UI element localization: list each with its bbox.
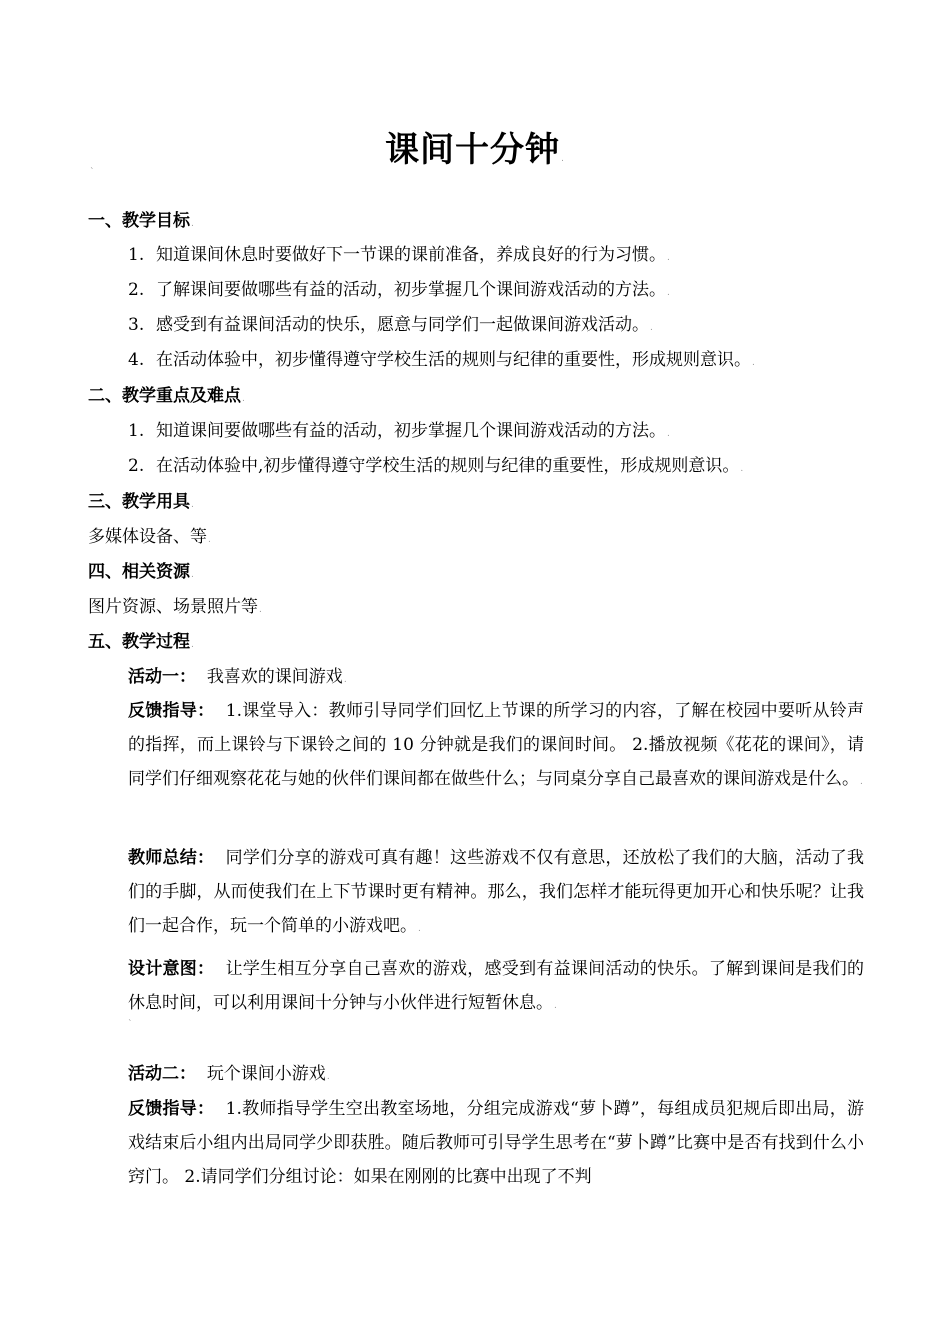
feedback-text: 1.课堂导入：教师引导同学们回忆上节课的所学习的内容，了解在校园中要听从铃声的指挥，而上课铃与下课铃之间的 10 分钟就是我们的课间时间。 2.播放视频《花花的课间》，请同学们仔细观察花花与她的伙伴们课间都在做些什么；与同桌分享自己最喜欢的课间游戏是什么。 — [128, 701, 865, 789]
resources-body — [88, 595, 262, 622]
paragraph-mark: . — [191, 570, 194, 580]
activity-text: 玩个课间小游戏 — [206, 1064, 326, 1084]
activity-one-feedback — [128, 694, 864, 799]
list-item — [128, 419, 670, 446]
tools-body — [88, 525, 211, 552]
section-heading-objectives — [88, 209, 194, 236]
paragraph-mark: ` — [128, 1020, 133, 1030]
item-number: 3. — [128, 315, 145, 335]
feedback-text: 1.教师指导学生空出教室场地，分组完成游戏“萝卜蹲”，每组成员犯规后即出局，游戏结束后小组内出局同学少即获胜。随后教师可引导学生思考在“萝卜蹲”比赛中是否有找到什么小窍门。 2.请同学们分组讨论：如果在刚刚的比赛中出现了不判 — [128, 1099, 865, 1187]
summary-text: 同学们分享的游戏可真有趣！这些游戏不仅有意思，还放松了我们的大脑，活动了我们的手脚，从而使我们在上下节课时更有精神。那么，我们怎样才能玩得更加开心和快乐呢？让我们一起合作，玩一个简单的小游戏吧。 — [128, 848, 865, 936]
paragraph-mark: . — [667, 429, 670, 439]
paragraph-mark: . — [208, 535, 211, 545]
list-item — [128, 348, 755, 375]
item-text: 在活动体验中，初步懂得遵守学校生活的规则与纪律的重要性，形成规则意识。 — [156, 350, 751, 370]
item-text: 感受到有益课间活动的快乐，愿意与同学们一起做课间游戏活动。 — [156, 315, 649, 335]
heading-text: 四、相关资源 — [88, 562, 190, 582]
item-text: 知道课间休息时要做好下一节课的课前准备，养成良好的行为习惯。 — [156, 245, 666, 265]
feedback-label: 反馈指导： — [128, 701, 215, 721]
activity-two-feedback — [128, 1092, 864, 1194]
list-item — [128, 454, 743, 481]
activity-label: 活动二： — [128, 1064, 196, 1084]
paragraph-mark: . — [752, 358, 755, 368]
heading-text: 五、教学过程 — [88, 632, 190, 652]
list-item — [128, 278, 670, 305]
heading-text: 二、教学重点及难点 — [88, 386, 241, 406]
body-text: 多媒体设备、等 — [88, 527, 207, 547]
activity-one-intent — [128, 952, 864, 1023]
activity-one-summary — [128, 841, 864, 946]
paragraph-mark: . — [242, 394, 245, 404]
activity-two-title — [128, 1062, 330, 1089]
paragraph-mark: . — [554, 1001, 557, 1011]
section-heading-key-points — [88, 384, 245, 411]
item-number: 1. — [128, 421, 145, 441]
item-number: 2. — [128, 280, 145, 300]
item-number: 4. — [128, 350, 145, 370]
section-heading-tools — [88, 490, 194, 517]
paragraph-mark: . — [191, 640, 194, 650]
heading-text: 一、教学目标 — [88, 211, 190, 231]
activity-one-title — [128, 665, 347, 692]
list-item — [128, 243, 670, 270]
body-text: 图片资源、场景照片等 — [88, 597, 258, 617]
intent-text: 让学生相互分享自己喜欢的游戏，感受到有益课间活动的快乐。了解到课间是我们的休息时间，可以利用课间十分钟与小伙伴进行短暂休息。 — [128, 959, 865, 1013]
intent-label: 设计意图： — [128, 959, 215, 979]
paragraph-mark: . — [343, 675, 347, 685]
item-text: 知道课间要做哪些有益的活动，初步掌握几个课间游戏活动的方法。 — [156, 421, 666, 441]
list-item — [128, 313, 653, 340]
paragraph-mark: . — [561, 154, 565, 164]
document-title — [0, 128, 950, 181]
summary-label: 教师总结： — [128, 848, 215, 868]
paragraph-mark: . — [191, 219, 194, 229]
paragraph-mark: . — [740, 464, 744, 474]
section-heading-process — [88, 630, 194, 657]
paragraph-mark: . — [326, 1072, 330, 1082]
item-number: 1. — [128, 245, 145, 265]
section-heading-resources — [88, 560, 194, 587]
activity-text: 我喜欢的课间游戏 — [206, 667, 343, 687]
paragraph-mark: ` — [90, 168, 95, 178]
item-text: 了解课间要做哪些有益的活动，初步掌握几个课间游戏活动的方法。 — [156, 280, 666, 300]
paragraph-mark: . — [667, 253, 670, 263]
heading-text: 三、教学用具 — [88, 492, 190, 512]
item-text: 在活动体验中,初步懂得遵守学校生活的规则与纪律的重要性，形成规则意识。 — [156, 456, 740, 476]
feedback-label: 反馈指导： — [128, 1099, 215, 1119]
item-number: 2. — [128, 456, 145, 476]
paragraph-mark: . — [191, 500, 194, 510]
paragraph-mark: . — [667, 288, 670, 298]
paragraph-mark: . — [860, 777, 863, 787]
paragraph-mark: . — [650, 323, 653, 333]
activity-label: 活动一： — [128, 667, 196, 687]
title-text: 课间十分钟 — [385, 130, 561, 170]
paragraph-mark: . — [259, 605, 262, 615]
paragraph-mark: . — [418, 924, 421, 934]
